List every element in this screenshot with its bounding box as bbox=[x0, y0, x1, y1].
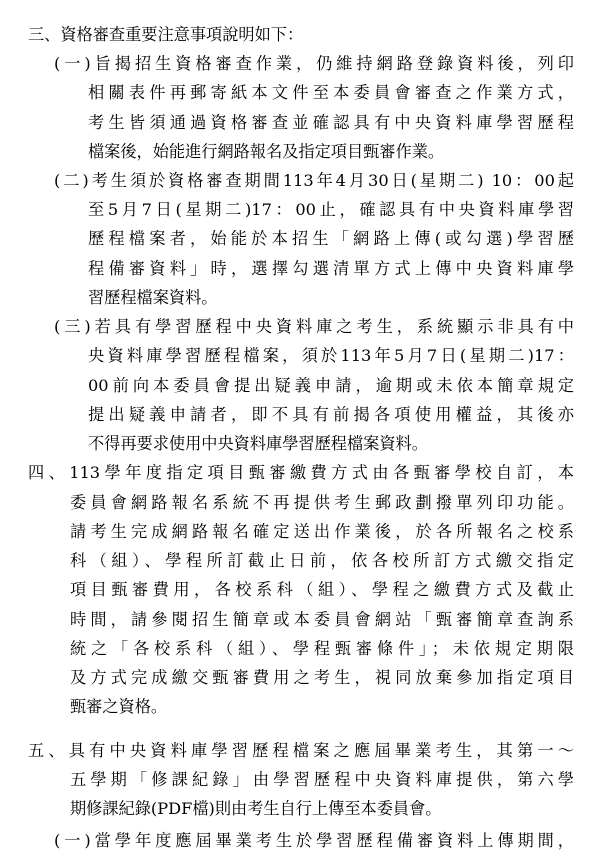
text-line: (一)旨揭招生資格審查作業，仍維持網路登錄資料後，列印 bbox=[54, 54, 574, 73]
text-line: 甄審之資格。 bbox=[70, 697, 168, 716]
text-line: 時間，請參閱招生簡章或本委員會網站「甄審簡章查詢系 bbox=[70, 610, 574, 629]
text-line: (一)當學年度應屆畢業考生於學習歷程備審資料上傳期間， bbox=[54, 831, 574, 850]
text-line: 考生皆須通過資格審查並確認具有中央資料庫學習歷程 bbox=[88, 113, 574, 132]
text-line: 00前向本委員會提出疑義申請，逾期或未依本簡章規定 bbox=[88, 376, 574, 395]
text-line: 至5月7日(星期二)17：00止，確認具有中央資料庫學習 bbox=[88, 200, 574, 219]
section-heading-4: 四、113學年度指定項目甄審繳費方式由各甄審學校自訂，本 bbox=[28, 463, 574, 482]
section-heading-3: 三、資格審查重要注意事項說明如下： bbox=[28, 25, 304, 44]
text-line: 請考生完成網路報名確定送出作業後，於各所報名之校系 bbox=[70, 522, 574, 541]
text-line: 不得再要求使用中央資料庫學習歷程檔案資料。 bbox=[88, 434, 428, 453]
text-line: 五學期「修課紀錄」由學習歷程中央資料庫提供，第六學 bbox=[70, 770, 574, 789]
text-line: 統之「各校系科（組）、學程甄審條件」；未依規定期限 bbox=[70, 639, 574, 658]
text-line: (三)若具有學習歷程中央資料庫之考生，系統顯示非具有中 bbox=[54, 317, 574, 336]
text-line: 及方式完成繳交甄審費用之考生，視同放棄參加指定項目 bbox=[70, 668, 574, 687]
text-line: 央資料庫學習歷程檔案，須於113年5月7日(星期二)17： bbox=[88, 346, 574, 365]
text-line: 歷程檔案者，始能於本招生「網路上傳(或勾選)學習歷 bbox=[88, 229, 574, 248]
text-line: (二)考生須於資格審查期間113年4月30日(星期二) 10：00起 bbox=[54, 171, 574, 190]
text-line: 習歷程檔案資料。 bbox=[88, 288, 218, 307]
text-line: 提出疑義申請者，即不具有前揭各項使用權益，其後亦 bbox=[88, 405, 574, 424]
section-heading-5: 五、具有中央資料庫學習歷程檔案之應屆畢業考生，其第一～ bbox=[28, 741, 574, 760]
text-line: 程備審資料」時，選擇勾選清單方式上傳中央資料庫學 bbox=[88, 259, 574, 278]
text-line: 期修課紀錄(PDF檔)則由考生自行上傳至本委員會。 bbox=[70, 799, 442, 818]
text-line: 相關表件再郵寄紙本文件至本委員會審查之作業方式， bbox=[88, 83, 574, 102]
text-line: 委員會網路報名系統不再提供考生郵政劃撥單列印功能。 bbox=[70, 493, 574, 512]
text-line: 檔案後，始能進行網路報名及指定項目甄審作業。 bbox=[88, 142, 445, 161]
text-line: 科（組）、學程所訂截止日前，依各校所訂方式繳交指定 bbox=[70, 551, 574, 570]
text-line: 項目甄審費用，各校系科（組）、學程之繳費方式及截止 bbox=[70, 580, 574, 599]
